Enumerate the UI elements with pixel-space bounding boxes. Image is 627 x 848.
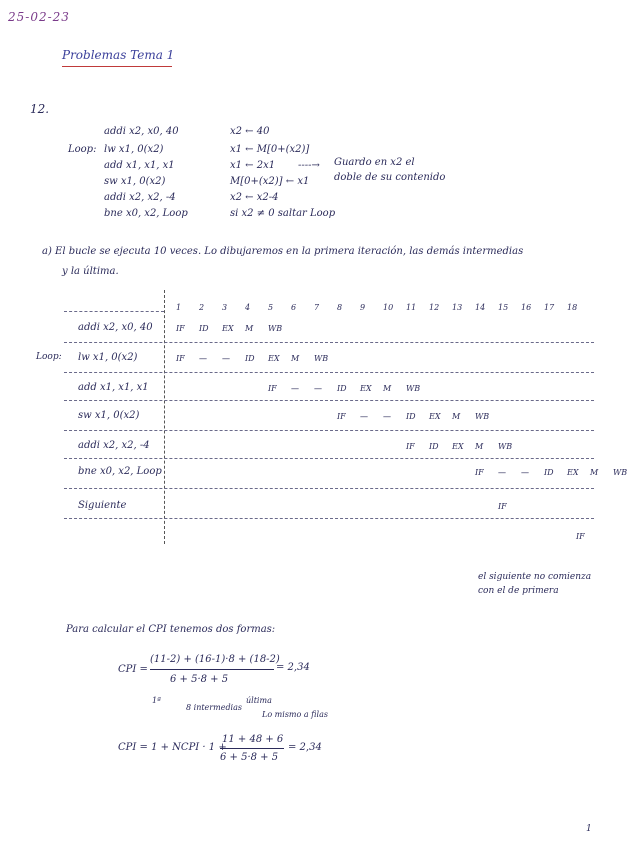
pipeline-stage: WB xyxy=(406,384,421,393)
pipeline-stage: WB xyxy=(314,354,329,363)
cpi-note-rows: Lo mismo a filas xyxy=(262,710,328,719)
code-line-3: add x1, x1, x1 xyxy=(104,160,175,171)
pipeline-stage: — xyxy=(291,384,299,393)
cycle-number: 17 xyxy=(544,303,555,312)
page-title: Problemas Tema 1 xyxy=(62,48,175,62)
cpi-note-intermediate: 8 intermedias xyxy=(186,703,242,712)
pipeline-stage: EX xyxy=(452,442,464,451)
cpi-note-first: 1ª xyxy=(152,696,161,705)
row-separator-1 xyxy=(64,342,594,343)
pipeline-stage: IF xyxy=(475,468,484,477)
cycle-number: 5 xyxy=(268,303,274,312)
pipeline-row-label-1: addi x2, x0, 40 xyxy=(78,322,153,333)
cycle-number: 9 xyxy=(360,303,366,312)
row-separator-2 xyxy=(64,372,594,373)
cycle-number: 14 xyxy=(475,303,486,312)
cycle-number: 12 xyxy=(429,303,440,312)
cpi-formula-2-denominator: 6 + 5·8 + 5 xyxy=(220,752,279,763)
pipeline-stage: ID xyxy=(406,412,416,421)
code-line-5: addi x2, x2, -4 xyxy=(104,192,176,203)
diagram-axis-line xyxy=(164,290,165,544)
page-number: 1 xyxy=(586,824,592,834)
cpi-note-last: última xyxy=(246,696,272,705)
cpi-intro: Para calcular el CPI tenemos dos formas: xyxy=(66,624,276,635)
cycle-number: 6 xyxy=(291,303,297,312)
pipeline-stage: IF xyxy=(268,384,277,393)
pipeline-stage: WB xyxy=(613,468,627,477)
row-separator-4 xyxy=(64,430,594,431)
pipeline-stage: ID xyxy=(199,324,209,333)
cycle-number: 7 xyxy=(314,303,320,312)
pipeline-note-1: el siguiente no comienza xyxy=(478,572,592,582)
pipeline-stage: M xyxy=(590,468,599,477)
pipeline-stage: WB xyxy=(268,324,283,333)
cpi-formula-2-numerator: 11 + 48 + 6 xyxy=(222,734,284,745)
loop-label: Loop: xyxy=(36,352,62,362)
cycle-number: 3 xyxy=(222,303,228,312)
code-line-2: lw x1, 0(x2) xyxy=(104,144,164,155)
cycle-number: 15 xyxy=(498,303,509,312)
pipeline-stage: IF xyxy=(176,354,185,363)
pipeline-stage: IF xyxy=(176,324,185,333)
pipeline-stage: — xyxy=(199,354,207,363)
pipeline-stage: — xyxy=(314,384,322,393)
cycle-number: 4 xyxy=(245,303,251,312)
diagram-header-line xyxy=(64,311,164,312)
pipeline-stage: ID xyxy=(429,442,439,451)
pipeline-stage: WB xyxy=(475,412,490,421)
cycle-number: 18 xyxy=(567,303,578,312)
pipeline-note-2: con el de primera xyxy=(478,586,559,596)
pipeline-stage: WB xyxy=(498,442,513,451)
side-note-2: doble de su contenido xyxy=(334,172,446,183)
row-separator-3 xyxy=(64,400,594,401)
pipeline-stage: EX xyxy=(268,354,280,363)
cycle-number: 16 xyxy=(521,303,532,312)
title-underline xyxy=(62,66,172,67)
pipeline-stage: M xyxy=(383,384,392,393)
code-meaning-4: M[0+(x2)] ← x1 xyxy=(230,176,310,187)
pipeline-stage: IF xyxy=(498,502,507,511)
cycle-number: 2 xyxy=(199,303,205,312)
code-meaning-6: si x2 ≠ 0 saltar Loop xyxy=(230,208,336,219)
pipeline-stage: M xyxy=(452,412,461,421)
cycle-number: 13 xyxy=(452,303,463,312)
pipeline-stage: EX xyxy=(429,412,441,421)
cpi-formula-1-result: = 2,34 xyxy=(276,662,310,673)
cpi-formula-1-label: CPI = xyxy=(118,664,148,675)
cycle-number: 8 xyxy=(337,303,343,312)
code-line-1: addi x2, x0, 40 xyxy=(104,126,179,137)
code-meaning-1: x2 ← 40 xyxy=(230,126,270,137)
pipeline-row-label-6: bne x0, x2, Loop xyxy=(78,466,162,477)
pipeline-stage: ID xyxy=(245,354,255,363)
pipeline-stage: EX xyxy=(567,468,579,477)
row-separator-7 xyxy=(64,518,594,519)
pipeline-stage: EX xyxy=(222,324,234,333)
code-meaning-5: x2 ← x2-4 xyxy=(230,192,279,203)
pipeline-row-label-4: sw x1, 0(x2) xyxy=(78,410,140,421)
exercise-number: 12. xyxy=(30,102,50,116)
cpi-formula-1-fraction-bar xyxy=(150,669,274,670)
pipeline-row-label-7: Siguiente xyxy=(78,500,127,511)
final-if-stage: IF xyxy=(576,532,585,541)
row-separator-6 xyxy=(64,488,594,489)
code-meaning-3: x1 ← 2x1 xyxy=(230,160,276,171)
cpi-formula-2-label: CPI = 1 + NCPI · 1 + xyxy=(118,742,227,753)
cpi-formula-2-fraction-bar xyxy=(220,748,284,749)
pipeline-stage: IF xyxy=(406,442,415,451)
pipeline-row-label-2: lw x1, 0(x2) xyxy=(78,352,138,363)
pipeline-stage: ID xyxy=(337,384,347,393)
cycle-number: 1 xyxy=(176,303,182,312)
question-a-line-1: a) El bucle se ejecuta 10 veces. Lo dibujaremos en la primera iteración, las demás intermedias xyxy=(42,246,524,257)
pipeline-row-label-5: addi x2, x2, -4 xyxy=(78,440,150,451)
code-line-6: bne x0, x2, Loop xyxy=(104,208,188,219)
cycle-number: 11 xyxy=(406,303,417,312)
code-label-loop: Loop: xyxy=(68,144,97,155)
row-separator-5 xyxy=(64,458,594,459)
pipeline-stage: ID xyxy=(544,468,554,477)
code-meaning-2: x1 ← M[0+(x2)] xyxy=(230,144,310,155)
pipeline-stage: IF xyxy=(337,412,346,421)
pipeline-stage: — xyxy=(383,412,391,421)
question-a-line-2: y la última. xyxy=(62,266,119,277)
side-note-1: Guardo en x2 el xyxy=(334,157,415,168)
pipeline-stage: — xyxy=(360,412,368,421)
cpi-formula-1-denominator: 6 + 5·8 + 5 xyxy=(170,674,229,685)
pipeline-stage: — xyxy=(222,354,230,363)
date: 25-02-23 xyxy=(8,10,70,24)
pipeline-stage: — xyxy=(521,468,529,477)
pipeline-stage: EX xyxy=(360,384,372,393)
code-line-4: sw x1, 0(x2) xyxy=(104,176,166,187)
pipeline-stage: M xyxy=(245,324,254,333)
pipeline-stage: — xyxy=(498,468,506,477)
side-note-arrow: ----→ xyxy=(298,160,320,171)
pipeline-stage: M xyxy=(475,442,484,451)
pipeline-stage: M xyxy=(291,354,300,363)
cycle-number: 10 xyxy=(383,303,394,312)
cpi-formula-2-result: = 2,34 xyxy=(288,742,322,753)
pipeline-row-label-3: add x1, x1, x1 xyxy=(78,382,149,393)
cpi-formula-1-numerator: (11-2) + (16-1)·8 + (18-2) xyxy=(150,654,280,665)
